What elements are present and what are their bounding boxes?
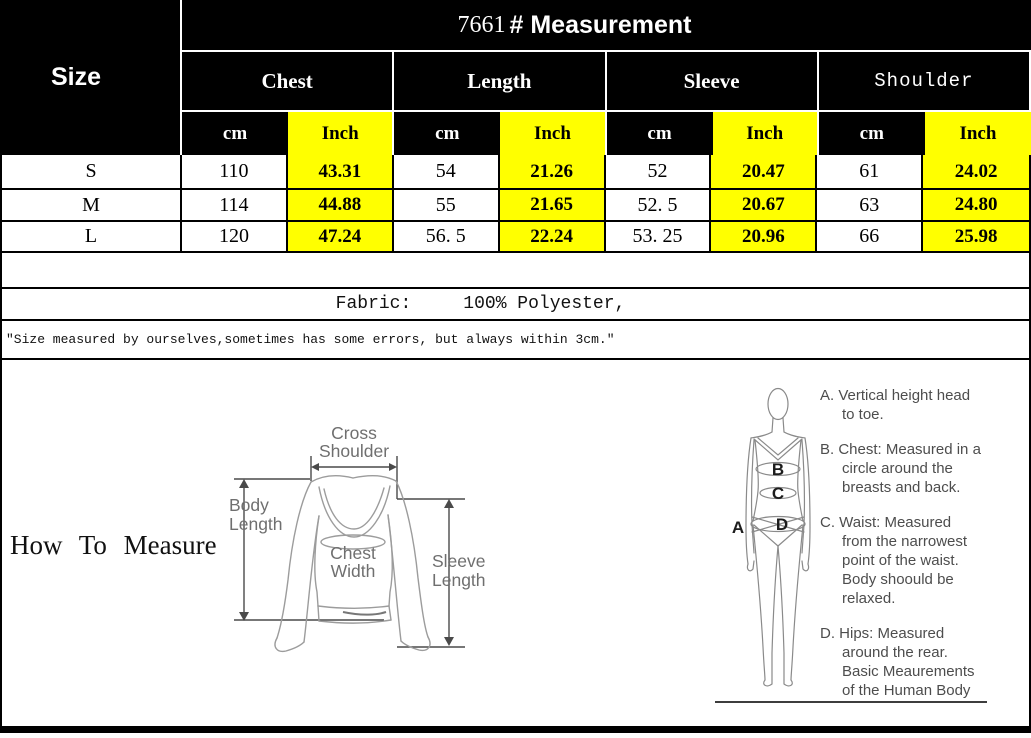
note-d [820,624,1030,700]
subheader-sleeve-cm: cm [607,112,713,155]
length-cm: 56. 5 [394,222,500,251]
chest-inch: 44.88 [288,190,394,220]
cross-shoulder-label: Cross [331,423,377,443]
note-line: Body shoould be [842,571,954,588]
table-header [0,0,1031,155]
note-line: relaxed. [842,590,896,607]
size-value: S [2,155,182,188]
table-row-m [2,190,1029,222]
fabric-value: 100% Polyester, [463,294,626,314]
note-c [820,513,1030,608]
note-a [820,386,1030,424]
group-header-sleeve: Sleeve [607,52,819,112]
measure-notes [820,386,1030,716]
subheader-shoulder-inch: Inch [925,112,1031,155]
sleeve-cm: 53. 25 [606,222,712,251]
note-line: Basic Meaurements [842,663,975,680]
shoulder-inch: 24.02 [923,155,1029,188]
subheader-sleeve-inch: Inch [713,112,819,155]
shoulder-cm: 63 [817,190,923,220]
note-line: A. Vertical height head [820,387,971,404]
shoulder-inch: 25.98 [923,222,1029,251]
garment-diagram [207,390,507,690]
note-line: B. Chest: Measured in a [820,441,981,458]
shoulder-inch: 24.80 [923,190,1029,220]
bottom-border-bar [0,726,1031,733]
chest-cm: 110 [182,155,288,188]
note-b [820,440,1030,497]
body-figure-diagram [702,375,822,710]
hem-shadow-line [343,612,386,615]
sleeve-length-label: Sleeve [432,551,486,571]
chest-inch: 43.31 [288,155,394,188]
chest-inch: 47.24 [288,222,394,251]
size-value: M [2,190,182,220]
note-line: from the narrowest [842,533,968,550]
table-row-l [2,222,1029,253]
note-line: circle around the [842,460,953,477]
figure-sketch [746,389,810,686]
sleeve-inch: 20.96 [711,222,817,251]
size-header-cell [0,0,182,155]
size-header-label: Size [50,63,102,91]
sleeve-inch: 20.47 [711,155,817,188]
how-to-measure-section [0,360,1031,726]
size-value: L [2,222,182,251]
figure-letter-d: D [775,515,789,534]
sleeve-cm: 52 [606,155,712,188]
notes-underline [715,701,987,703]
table-title [182,0,1031,52]
spacer-row [2,253,1029,289]
title-style-number: 7661 [457,11,506,38]
sleeve-cm: 52. 5 [606,190,712,220]
length-cm: 54 [394,155,500,188]
note-line: point of the waist. [842,552,959,569]
length-inch: 22.24 [500,222,606,251]
chest-cm: 114 [182,190,288,220]
group-header-shoulder: Shoulder [819,52,1031,112]
note-line: D. Hips: Measured [820,625,945,642]
fabric-label: Fabric: [335,294,412,314]
figure-letter-b: B [771,460,785,479]
subheader-chest-cm: cm [182,112,288,155]
length-inch: 21.26 [500,155,606,188]
body-length-label: Body [229,495,269,515]
figure-letter-a: A [731,518,745,537]
length-cm: 55 [394,190,500,220]
shoulder-cm: 66 [817,222,923,251]
table-row-s [2,155,1029,190]
subheader-length-cm: cm [394,112,500,155]
table-body [0,155,1031,253]
group-header-chest: Chest [182,52,394,112]
fabric-row [2,289,1029,321]
chest-width-label-2: Width [330,561,376,581]
body-length-label-2: Length [229,514,283,534]
note-line: to toe. [842,406,884,423]
title-measurement: # Measurement [509,10,692,39]
note-line: around the rear. [842,644,948,661]
sleeve-inch: 20.67 [711,190,817,220]
length-inch: 21.65 [500,190,606,220]
group-header-length: Length [394,52,606,112]
disclaimer-text: ″Size measured by ourselves,sometimes has some errors, but always within 3cm.″ [6,332,615,347]
subheader-shoulder-cm: cm [819,112,925,155]
subheader-chest-inch: Inch [288,112,394,155]
cross-shoulder-label-2: Shoulder [318,441,390,461]
chest-width-label: Chest [330,543,376,563]
note-line: of the Human Body [842,682,971,699]
how-to-measure-heading: How To Measure [10,530,217,560]
chest-cm: 120 [182,222,288,251]
shoulder-cm: 61 [817,155,923,188]
note-line: C. Waist: Measured [820,514,952,531]
note-line: breasts and back. [842,479,961,496]
table-lower-rows [0,253,1031,360]
subheader-length-inch: Inch [500,112,606,155]
sleeve-length-label-2: Length [432,570,486,590]
figure-letter-c: C [771,484,785,503]
disclaimer-row [2,321,1029,360]
